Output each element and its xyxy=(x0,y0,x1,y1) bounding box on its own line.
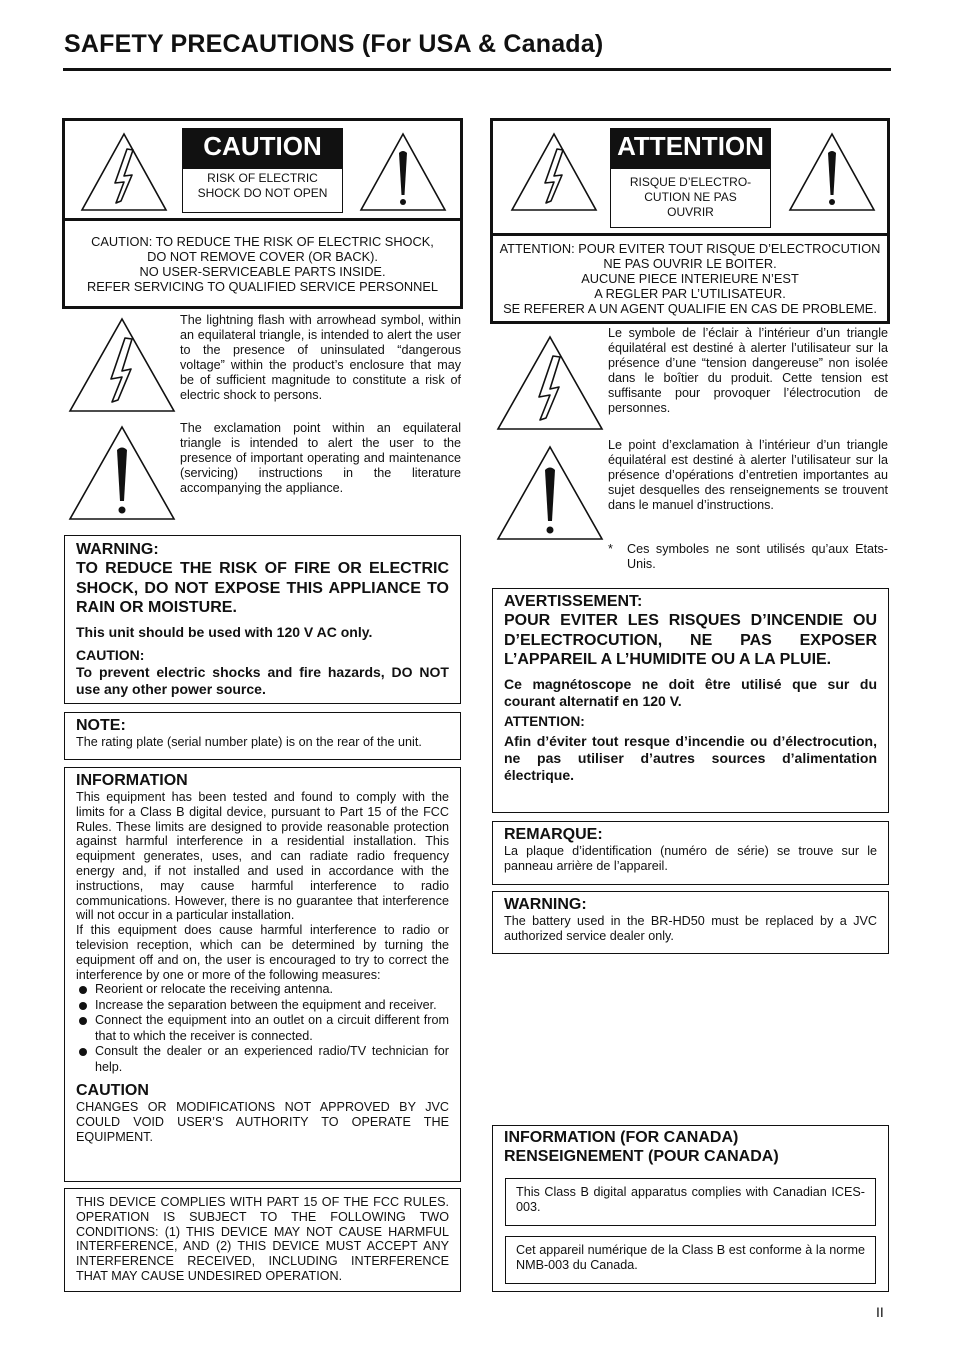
warning-unit: This unit should be used with 120 V AC only. xyxy=(76,623,373,640)
list-item: Connect the equipment into an outlet on a circuit different from that to which the receiver is connected. xyxy=(76,1013,449,1044)
flash-description: The lightning flash with arrowhead symbol, within an equilateral triangle, is intended to alert the user to the presence of uninsulated “dangerous voltage” within the product’s enclosure that may be of sufficient magnitude to constitute a risk of electric shock to persons. xyxy=(180,313,461,402)
attention-box xyxy=(490,118,890,324)
caution-box xyxy=(62,118,463,309)
attention-text xyxy=(493,241,887,316)
information-caution-heading: CAUTION xyxy=(76,1082,149,1100)
warning-heading: WARNING: xyxy=(76,541,159,558)
battery-warning-box xyxy=(492,891,889,954)
caution-divider xyxy=(65,218,460,221)
information-heading: INFORMATION xyxy=(76,772,188,789)
remarque-heading: REMARQUE: xyxy=(504,826,603,843)
avertissement-unit: Ce magnétoscope ne doit être utilisé que sur du courant alternatif en 120 V. xyxy=(504,675,877,709)
exclamation-triangle-icon xyxy=(358,131,448,213)
risk-text-fr: RISQUE D’ELECTRO-CUTION NE PAS OUVRIR xyxy=(610,168,771,228)
exclaim-description: The exclamation point within an equilateral triangle is intended to alert the user to the presence of important operating and maintenance (servicing) instructions in the literature accompanying the appliance. xyxy=(180,421,461,495)
avertissement-attention-heading: ATTENTION: xyxy=(504,713,585,729)
caution-text xyxy=(65,234,460,294)
caution-line: NO USER-SERVICEABLE PARTS INSIDE. xyxy=(139,264,386,279)
avertissement-attention-text: Afin d’éviter tout resque d’incendie ou d’électrocution, ne pas utiliser d’autres sources d’alimentation électrique. xyxy=(504,732,877,783)
lightning-triangle-icon xyxy=(495,334,605,432)
page-number: II xyxy=(876,1304,884,1320)
note-heading: NOTE: xyxy=(76,717,126,734)
information-box xyxy=(64,767,461,1182)
footnote-mark: * xyxy=(608,542,613,556)
lightning-triangle-icon xyxy=(67,316,177,414)
warning-main: TO REDUCE THE RISK OF FIRE OR ELECTRIC SHOCK, DO NOT EXPOSE THIS APPLIANCE TO RAIN OR MOISTURE. xyxy=(76,560,449,616)
attention-divider xyxy=(493,233,887,236)
avertissement-main: POUR EVITER LES RISQUES D’INCENDIE OU D’ELECTROCUTION, NE PAS EXPOSER L’APPAREIL A L’HUMIDITE OU A LA PLUIE. xyxy=(504,612,877,668)
warning-caution-heading: CAUTION: xyxy=(76,646,145,663)
caution-label: CAUTION xyxy=(182,128,343,168)
exclamation-triangle-icon xyxy=(495,444,605,542)
canada-heading: RENSEIGNEMENT (POUR CANADA) xyxy=(504,1148,779,1165)
attention-line: SE REFERER A UN AGENT QUALIFIE EN CAS DE PROBLEME. xyxy=(503,301,877,316)
caution-line: REFER SERVICING TO QUALIFIED SERVICE PERSONNEL xyxy=(86,279,439,294)
caution-line: DO NOT REMOVE COVER (OR BACK). xyxy=(147,249,378,264)
page-title: SAFETY PRECAUTIONS (For USA & Canada) xyxy=(64,30,604,58)
list-item: Consult the dealer or an experienced radio/TV technician for help. xyxy=(76,1044,449,1075)
canada-fr-box: Cet appareil numérique de la Class B est conforme à la norme NMB-003 du Canada. xyxy=(505,1236,876,1284)
attention-line: ATTENTION: POUR EVITER TOUT RISQUE D’ELECTROCUTION xyxy=(499,241,881,256)
attention-line: AUCUNE PIECE INTERIEURE N’EST xyxy=(581,271,799,286)
lightning-triangle-icon xyxy=(79,131,169,213)
canada-box xyxy=(492,1125,889,1292)
list-item: Increase the separation between the equipment and receiver. xyxy=(76,998,449,1014)
remarque-box xyxy=(492,821,889,885)
title-rule xyxy=(63,68,891,71)
avertissement-box xyxy=(492,588,889,813)
remarque-text: La plaque d’identification (numéro de série) se trouve sur le panneau arrière de l’appareil. xyxy=(504,844,877,873)
note-text: The rating plate (serial number plate) is on the rear of the unit. xyxy=(76,735,422,749)
fcc-box xyxy=(64,1188,461,1292)
information-caution-text: CHANGES OR MODIFICATIONS NOT APPROVED BY JVC COULD VOID USER’S AUTHORITY TO OPERATE THE EQUIPMENT. xyxy=(76,1100,449,1144)
attention-label: ATTENTION xyxy=(610,128,771,168)
exclamation-triangle-icon xyxy=(67,424,177,522)
information-para: This equipment has been tested and found to comply with the limits for a Class B digital device, pursuant to Part 15 of the FCC Rules. These limits are designed to provide reasonable protection against harmful interference in a residential installation. This equipment generates, uses, and can radiate radio frequency energy and, if not installed and used in accordance with the instructions, may cause harmful interference to radio communications. However, there is no guarantee that interference will not occur in a particular installation. xyxy=(76,790,449,923)
canada-en-box: This Class B digital apparatus complies with Canadian ICES-003. xyxy=(505,1178,876,1226)
information-measures xyxy=(76,982,449,1075)
warning-box xyxy=(64,535,461,704)
flash-description-fr: Le symbole de l’éclair à l’intérieur d’un triangle équilatéral est destiné à alerter l’utilisateur sur la présence d’une “tension dangereuse” non isolée dans le boîtier du produit. Cette tension est suffisante pour provoquer l’électrocution de personnes. xyxy=(608,326,888,415)
list-item: Reorient or relocate the receiving antenna. xyxy=(76,982,449,998)
risk-text: RISK OF ELECTRIC SHOCK DO NOT OPEN xyxy=(182,168,343,213)
avertissement-heading: AVERTISSEMENT: xyxy=(504,593,643,610)
lightning-triangle-icon xyxy=(509,131,599,213)
information-para: If this equipment does cause harmful interference to radio or television reception, which can be determined by turning the equipment off and on, the user is encouraged to try to correct the interference by one or more of the following measures: xyxy=(76,923,449,982)
caution-line: CAUTION: TO REDUCE THE RISK OF ELECTRIC SHOCK, xyxy=(91,234,434,249)
fcc-text: THIS DEVICE COMPLIES WITH PART 15 OF THE FCC RULES. OPERATION IS SUBJECT TO THE FOLLOWING TWO CONDITIONS: (1) THIS DEVICE MAY NOT CAUSE HARMFUL INTERFERENCE, AND (2) THIS DEVICE MUST ACCEPT ANY INTERFERENCE RECEIVED, INCLUDING INTERFERENCE THAT MAY CAUSE UNDESIRED OPERATION. xyxy=(76,1195,449,1283)
battery-warning-text: The battery used in the BR-HD50 must be replaced by a JVC authorized service dealer only. xyxy=(504,914,877,943)
exclaim-description-fr: Le point d’exclamation à l’intérieur d’un triangle équilatéral est destiné à alerter l’utilisateur sur la présence d’opérations d’entretien importantes au sujet desquelles des renseignements se trouvent dans le manuel d’instructions. xyxy=(608,438,888,512)
attention-line: NE PAS OUVRIR LE BOITER. xyxy=(603,256,777,271)
canada-heading: INFORMATION (FOR CANADA) xyxy=(504,1129,739,1146)
battery-warning-heading: WARNING: xyxy=(504,896,587,913)
exclamation-triangle-icon xyxy=(787,131,877,213)
note-box xyxy=(64,712,461,760)
warning-caution-text: To prevent electric shocks and fire hazards, DO NOT use any other power source. xyxy=(76,663,449,697)
footnote-text: Ces symboles ne sont utilisés qu’aux Etats-Unis. xyxy=(627,542,888,571)
attention-line: A REGLER PAR L’UTILISATEUR. xyxy=(594,286,786,301)
